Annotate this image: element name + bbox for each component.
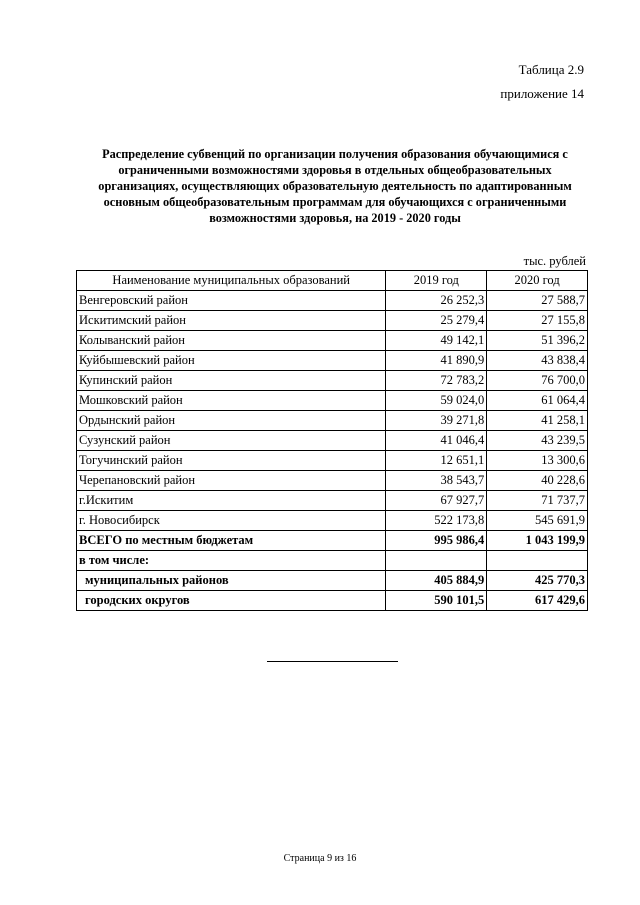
value-2020-cell: 61 064,4 [487,391,588,411]
appendix-label: приложение 14 [500,86,584,101]
municipality-name-cell: Венгеровский район [77,291,386,311]
municipality-name-cell: Купинский район [77,371,386,391]
value-2019-cell: 590 101,5 [386,591,487,611]
municipality-name-cell: Черепановский район [77,471,386,491]
including-label-cell: в том числе: [77,551,386,571]
municipality-name-cell: Куйбышевский район [77,351,386,371]
document-title: Распределение субвенций по организации получения образования обучающимися с ограниченными возможностями здоровья в отдельных общеобразовательных организациях, осуществляющих образовательную деятельность по адаптированным основным общеобразовательным программам для обучающихся с ограниченными возможностями здоровья, на 2019 - 2020 годы [98,147,572,225]
value-2020-cell: 43 838,4 [487,351,588,371]
value-2020-cell: 425 770,3 [487,571,588,591]
table-number: Таблица 2.9 [518,62,584,77]
municipality-name-cell: г. Новосибирск [77,511,386,531]
table-row [77,491,588,511]
units-label: тыс. рублей [523,254,586,268]
value-2020-cell: 76 700,0 [487,371,588,391]
table-row [77,431,588,451]
value-2020-cell: 43 239,5 [487,431,588,451]
value-2019-cell: 41 890,9 [386,351,487,371]
value-2019-cell: 67 927,7 [386,491,487,511]
value-2019-cell: 59 024,0 [386,391,487,411]
municipality-name-cell: Сузунский район [77,431,386,451]
column-header-2020: 2020 год [487,271,588,291]
value-2020-cell: 71 737,7 [487,491,588,511]
value-2020-cell: 27 155,8 [487,311,588,331]
table-row [77,331,588,351]
table-header-row [77,271,588,291]
value-2019-cell: 39 271,8 [386,411,487,431]
value-2020-cell: 1 043 199,9 [487,531,588,551]
value-2019-cell: 405 884,9 [386,571,487,591]
value-2019-cell: 25 279,4 [386,311,487,331]
including-row [77,551,588,571]
municipality-name-cell: городских округов [77,591,386,611]
empty-cell [386,551,487,571]
value-2019-cell: 522 173,8 [386,511,487,531]
municipality-name-cell: Ордынский район [77,411,386,431]
value-2019-cell: 12 651,1 [386,451,487,471]
municipality-name-cell: г.Искитим [77,491,386,511]
table-row [77,511,588,531]
value-2019-cell: 38 543,7 [386,471,487,491]
municipality-name-cell: ВСЕГО по местным бюджетам [77,531,386,551]
table-row [77,371,588,391]
table-row [77,451,588,471]
value-2020-cell: 13 300,6 [487,451,588,471]
value-2020-cell: 51 396,2 [487,331,588,351]
value-2020-cell: 41 258,1 [487,411,588,431]
subtotal-row [77,591,588,611]
municipality-name-cell: муниципальных районов [77,571,386,591]
municipality-name-cell: Искитимский район [77,311,386,331]
value-2019-cell: 41 046,4 [386,431,487,451]
value-2019-cell: 72 783,2 [386,371,487,391]
total-row [77,531,588,551]
table-row [77,391,588,411]
value-2020-cell: 40 228,6 [487,471,588,491]
column-header-name: Наименование муниципальных образований [77,271,386,291]
municipality-name-cell: Мошковский район [77,391,386,411]
value-2020-cell: 617 429,6 [487,591,588,611]
municipality-name-cell: Колыванский район [77,331,386,351]
column-header-2019: 2019 год [386,271,487,291]
value-2019-cell: 26 252,3 [386,291,487,311]
table-row [77,471,588,491]
value-2020-cell: 545 691,9 [487,511,588,531]
value-2019-cell: 995 986,4 [386,531,487,551]
table-row [77,351,588,371]
value-2020-cell: 27 588,7 [487,291,588,311]
table-row [77,291,588,311]
empty-cell [487,551,588,571]
separator-line [267,661,398,662]
table-row [77,311,588,331]
municipality-name-cell: Тогучинский район [77,451,386,471]
table-row [77,411,588,431]
value-2019-cell: 49 142,1 [386,331,487,351]
subtotal-row [77,571,588,591]
subsidy-table [76,270,588,611]
page-footer: Страница 9 из 16 [283,853,357,864]
